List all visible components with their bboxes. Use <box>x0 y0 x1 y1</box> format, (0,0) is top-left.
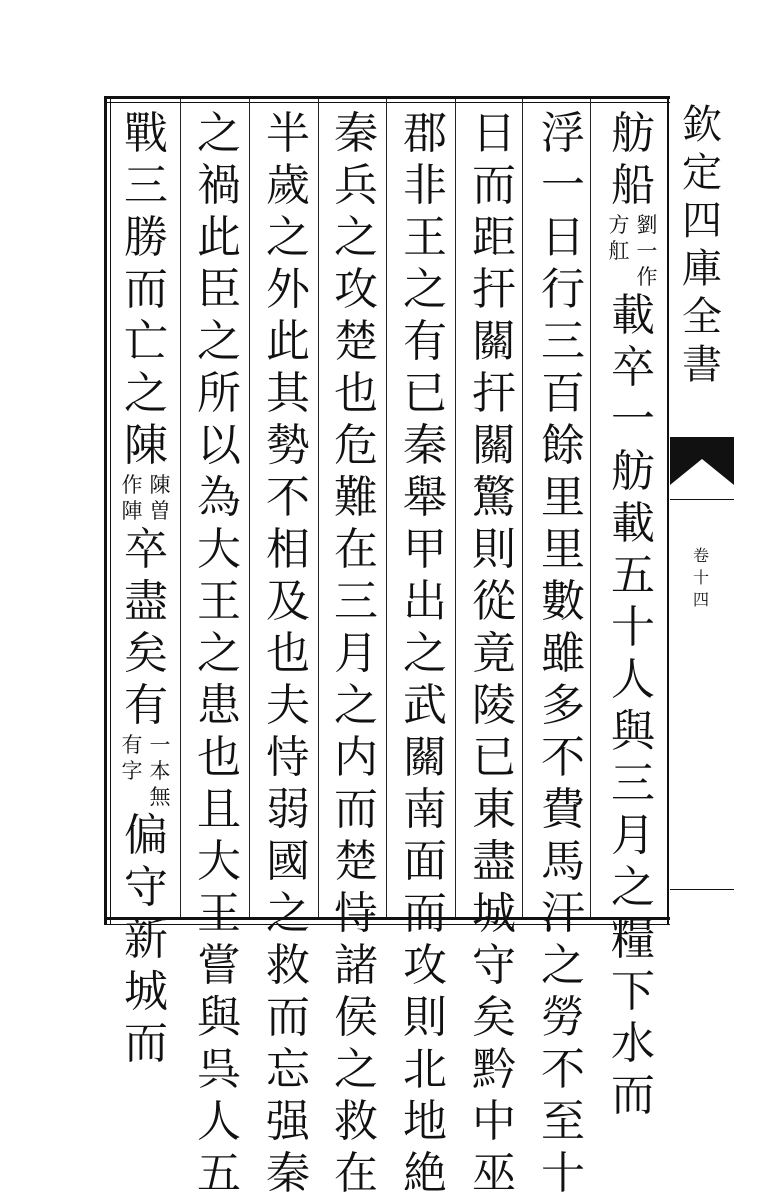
text-char: 從 <box>472 576 516 627</box>
text-char: 五 <box>197 1148 241 1199</box>
text-char: 非 <box>403 160 447 211</box>
text-char: 船 <box>611 160 655 211</box>
text-char: 勞 <box>541 992 585 1043</box>
note-char: 作 <box>121 473 143 497</box>
title-char: 全 <box>682 294 722 340</box>
title-char: 定 <box>682 150 722 196</box>
text-char: 與 <box>611 706 655 757</box>
text-char: 為 <box>197 472 241 523</box>
column-divider <box>318 99 319 917</box>
text-char: 之 <box>197 628 241 679</box>
text-char: 而 <box>124 264 168 315</box>
title-char: 書 <box>682 342 722 388</box>
text-char: 之 <box>334 680 378 731</box>
note-char: 劉 <box>636 213 658 237</box>
text-char: 矣 <box>472 992 516 1043</box>
text-char: 絶 <box>403 1148 447 1199</box>
text-char: 多 <box>541 680 585 731</box>
margin-title <box>674 101 730 389</box>
text-char: 新 <box>124 914 168 965</box>
text-char: 黔 <box>472 1044 516 1095</box>
column-divider <box>180 99 181 917</box>
note-right-column <box>634 212 660 290</box>
text-char: 之 <box>611 862 655 913</box>
margin-column <box>670 99 734 917</box>
note-char: 方 <box>608 213 630 237</box>
text-char: 相 <box>266 524 310 575</box>
text-char: 三 <box>334 576 378 627</box>
text-char: 十 <box>541 1148 585 1199</box>
text-char: 秦 <box>266 1148 310 1199</box>
text-column-1 <box>604 108 662 1122</box>
note-right-column <box>147 472 173 524</box>
note-char: 一 <box>149 733 171 757</box>
note-char: 有 <box>121 733 143 757</box>
text-char: 秦 <box>403 420 447 471</box>
text-char: 夫 <box>266 680 310 731</box>
text-char: 臣 <box>197 264 241 315</box>
note-char: 舡 <box>608 239 630 263</box>
text-char: 關 <box>472 420 516 471</box>
note-char: 無 <box>149 785 171 809</box>
text-char: 之 <box>334 1044 378 1095</box>
text-char: 而 <box>266 992 310 1043</box>
text-char: 此 <box>266 316 310 367</box>
text-char: 已 <box>403 368 447 419</box>
text-char: 城 <box>124 966 168 1017</box>
text-char: 而 <box>472 160 516 211</box>
text-char: 卒 <box>124 524 168 575</box>
text-char: 也 <box>266 628 310 679</box>
text-char: 日 <box>541 212 585 263</box>
text-char: 之 <box>266 212 310 263</box>
text-char: 日 <box>472 108 516 159</box>
text-char: 而 <box>334 784 378 835</box>
interlinear-note <box>605 212 661 290</box>
text-char: 勢 <box>266 420 310 471</box>
text-char: 忘 <box>266 1044 310 1095</box>
text-char: 東 <box>472 784 516 835</box>
text-char: 及 <box>266 576 310 627</box>
text-char: 之 <box>403 628 447 679</box>
text-char: 三 <box>541 316 585 367</box>
text-char: 數 <box>541 576 585 627</box>
note-char: 作 <box>636 265 658 289</box>
text-char: 費 <box>541 784 585 835</box>
text-char: 里 <box>541 472 585 523</box>
text-char: 救 <box>334 1096 378 1147</box>
text-char: 亡 <box>124 316 168 367</box>
text-char: 以 <box>197 420 241 471</box>
text-char: 行 <box>541 264 585 315</box>
text-char: 外 <box>266 264 310 315</box>
text-char: 載 <box>611 498 655 549</box>
text-char: 出 <box>403 576 447 627</box>
text-char: 矣 <box>124 628 168 679</box>
text-char: 戰 <box>124 108 168 159</box>
text-char: 竟 <box>472 628 516 679</box>
text-char: 半 <box>266 108 310 159</box>
text-char: 歲 <box>266 160 310 211</box>
note-char: 陳 <box>149 473 171 497</box>
text-char: 則 <box>403 992 447 1043</box>
column-divider <box>386 99 387 917</box>
text-char: 强 <box>266 1096 310 1147</box>
note-char: 曽 <box>149 499 171 523</box>
text-char: 則 <box>472 524 516 575</box>
text-char: 面 <box>403 836 447 887</box>
text-char: 關 <box>403 732 447 783</box>
text-char: 北 <box>403 1044 447 1095</box>
text-char: 月 <box>611 810 655 861</box>
text-char: 有 <box>403 316 447 367</box>
note-char: 字 <box>121 759 143 783</box>
text-char: 且 <box>197 784 241 835</box>
text-char: 水 <box>611 1018 655 1069</box>
text-char: 十 <box>611 602 655 653</box>
margin-rule <box>670 499 734 500</box>
text-char: 三 <box>124 160 168 211</box>
text-char: 一 <box>541 160 585 211</box>
text-char: 守 <box>124 862 168 913</box>
text-char: 陳 <box>124 420 168 471</box>
note-char: 一 <box>636 239 658 263</box>
frame-top-inner-border <box>104 102 670 103</box>
text-char: 舫 <box>611 108 655 159</box>
text-char: 恃 <box>334 888 378 939</box>
text-char: 人 <box>197 1096 241 1147</box>
frame-top-border <box>104 96 670 99</box>
text-char: 盡 <box>472 836 516 887</box>
text-char: 也 <box>197 732 241 783</box>
text-char: 王 <box>403 212 447 263</box>
text-char: 所 <box>197 368 241 419</box>
text-char: 地 <box>403 1096 447 1147</box>
text-char: 恃 <box>266 732 310 783</box>
text-char: 秦 <box>334 108 378 159</box>
text-char: 之 <box>266 888 310 939</box>
note-left-column <box>119 472 145 524</box>
text-char: 呉 <box>197 1044 241 1095</box>
text-char: 月 <box>334 628 378 679</box>
text-char: 守 <box>472 940 516 991</box>
note-left-column <box>606 212 632 290</box>
text-column-2 <box>534 108 592 1200</box>
text-char: 此 <box>197 212 241 263</box>
text-char: 弱 <box>266 784 310 835</box>
text-char: 楚 <box>334 316 378 367</box>
text-column-4 <box>396 108 454 1200</box>
text-char: 之 <box>403 264 447 315</box>
text-char: 盡 <box>124 576 168 627</box>
text-char: 中 <box>472 1096 516 1147</box>
text-char: 卒 <box>611 342 655 393</box>
margin-rule <box>670 889 734 890</box>
text-char: 扞 <box>472 264 516 315</box>
text-char: 甲 <box>403 524 447 575</box>
text-char: 在 <box>334 524 378 575</box>
text-char: 百 <box>541 368 585 419</box>
text-column-7 <box>190 108 248 1200</box>
text-char: 浮 <box>541 108 585 159</box>
interlinear-note <box>118 732 174 810</box>
text-char: 至 <box>541 1096 585 1147</box>
text-char: 内 <box>334 732 378 783</box>
text-char: 餘 <box>541 420 585 471</box>
text-char: 汗 <box>541 888 585 939</box>
text-char: 攻 <box>403 940 447 991</box>
text-char: 五 <box>611 550 655 601</box>
text-char: 勝 <box>124 212 168 263</box>
title-char: 四 <box>682 198 722 244</box>
text-char: 王 <box>197 576 241 627</box>
text-char: 在 <box>334 1148 378 1199</box>
text-char: 不 <box>541 1044 585 1095</box>
text-char: 之 <box>197 108 241 159</box>
text-char: 不 <box>266 472 310 523</box>
text-char: 城 <box>472 888 516 939</box>
text-char: 巫 <box>472 1148 516 1199</box>
text-char: 諸 <box>334 940 378 991</box>
text-column-8 <box>117 108 175 1070</box>
note-right-column <box>147 732 173 810</box>
text-char: 國 <box>266 836 310 887</box>
text-char: 陵 <box>472 680 516 731</box>
text-char: 載 <box>611 290 655 341</box>
text-char: 與 <box>197 992 241 1043</box>
text-char: 人 <box>611 654 655 705</box>
text-char: 攻 <box>334 264 378 315</box>
text-char: 之 <box>124 368 168 419</box>
text-char: 其 <box>266 368 310 419</box>
text-char: 之 <box>541 940 585 991</box>
text-char: 雖 <box>541 628 585 679</box>
interlinear-note <box>118 472 174 524</box>
text-char: 馬 <box>541 836 585 887</box>
text-char: 王 <box>197 888 241 939</box>
text-char: 驚 <box>472 472 516 523</box>
title-char: 庫 <box>682 246 722 292</box>
fish-tail-ornament-icon <box>670 437 734 485</box>
text-column-3 <box>465 108 523 1200</box>
text-char: 患 <box>197 680 241 731</box>
text-char: 偏 <box>124 810 168 861</box>
text-char: 已 <box>472 732 516 783</box>
text-char: 危 <box>334 420 378 471</box>
frame-left-inner-border <box>110 96 111 924</box>
text-char: 關 <box>472 316 516 367</box>
juan-char: 十 <box>692 568 709 587</box>
text-column-6 <box>259 108 317 1200</box>
text-char: 里 <box>541 524 585 575</box>
text-char: 武 <box>403 680 447 731</box>
text-char: 之 <box>197 316 241 367</box>
text-char: 也 <box>334 368 378 419</box>
note-char: 本 <box>149 759 171 783</box>
title-char: 欽 <box>682 102 722 148</box>
text-char: 而 <box>124 1018 168 1069</box>
juan-number <box>688 545 714 611</box>
frame-left-border <box>104 96 107 924</box>
column-divider <box>249 99 250 917</box>
text-char: 三 <box>611 758 655 809</box>
text-char: 之 <box>334 212 378 263</box>
text-char: 難 <box>334 472 378 523</box>
text-char: 舉 <box>403 472 447 523</box>
juan-char: 四 <box>692 590 709 609</box>
text-char: 不 <box>541 732 585 783</box>
text-char: 救 <box>266 940 310 991</box>
text-char: 下 <box>611 966 655 1017</box>
text-char: 距 <box>472 212 516 263</box>
text-char: 而 <box>611 1070 655 1121</box>
text-char: 嘗 <box>197 940 241 991</box>
text-char: 兵 <box>334 160 378 211</box>
frame-right-border <box>667 96 669 924</box>
note-char: 陣 <box>121 499 143 523</box>
text-char: 楚 <box>334 836 378 887</box>
column-divider <box>455 99 456 917</box>
text-char: 禍 <box>197 160 241 211</box>
text-char: 扞 <box>472 368 516 419</box>
text-char: 南 <box>403 784 447 835</box>
juan-char: 卷 <box>692 546 709 565</box>
text-char: 大 <box>197 836 241 887</box>
text-char: 而 <box>403 888 447 939</box>
note-left-column <box>119 732 145 810</box>
text-char: 侯 <box>334 992 378 1043</box>
text-char: 一 <box>611 394 655 445</box>
text-char: 糧 <box>611 914 655 965</box>
text-char: 有 <box>124 680 168 731</box>
text-column-5 <box>327 108 385 1200</box>
text-char: 郡 <box>403 108 447 159</box>
text-char: 舫 <box>611 446 655 497</box>
text-char: 大 <box>197 524 241 575</box>
